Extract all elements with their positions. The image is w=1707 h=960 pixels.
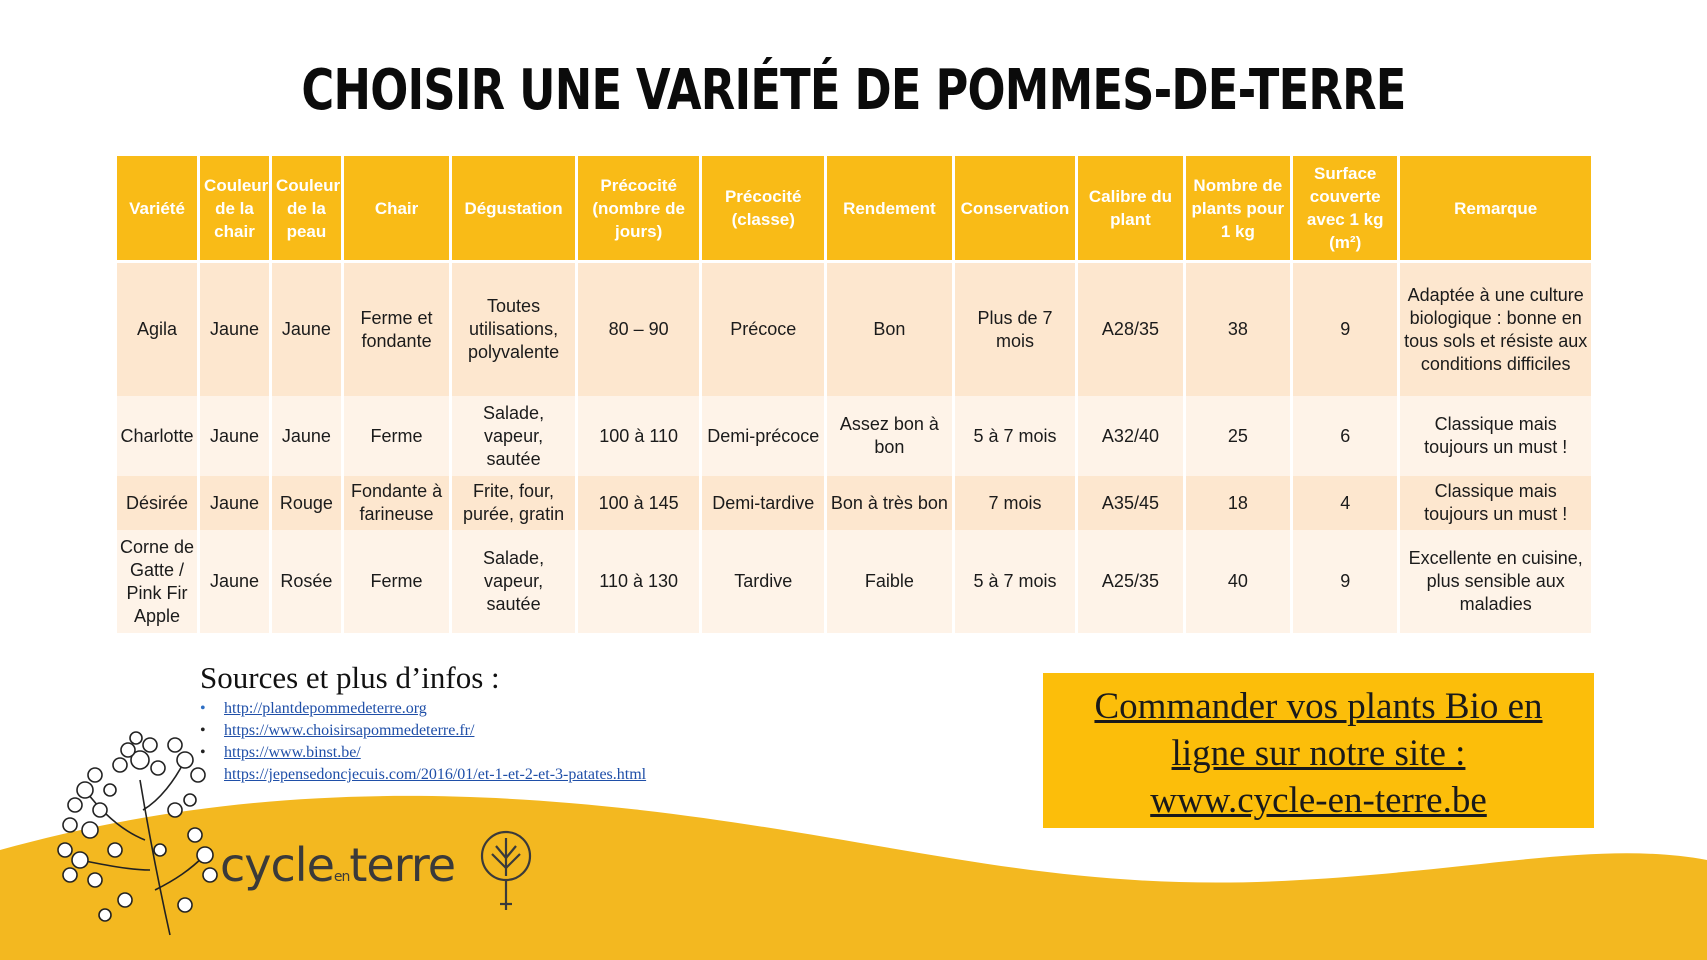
table-cell: 100 à 110 [578,396,700,476]
source-link[interactable]: https://jepensedoncjecuis.com/2016/01/et-1-et-2-et-3-patates.html [224,766,647,783]
table-row [117,476,1591,530]
table-cell: Ferme et fondante [344,263,449,396]
table-header-row [117,156,1591,263]
column-header: Couleur de la chair [200,156,269,263]
table-cell: Désirée [117,476,197,530]
column-header: Remarque [1400,156,1591,263]
table-cell: Excellente en cuisine, plus sensible aux maladies [1400,530,1591,633]
table-cell: Tardive [702,530,824,633]
table-row [117,263,1591,396]
sources-list [200,698,646,786]
table-cell: Salade, vapeur, sautée [452,396,575,476]
table-cell: Toutes utilisations, polyvalente [452,263,575,396]
table-cell: Classique mais toujours un must ! [1400,476,1591,530]
table-cell: A35/45 [1078,476,1182,530]
table-cell: Jaune [200,263,269,396]
column-header: Calibre du plant [1078,156,1182,263]
table-cell: A32/40 [1078,396,1182,476]
table-row [117,396,1591,476]
table-cell: 38 [1186,263,1290,396]
table-cell: 5 à 7 mois [955,396,1076,476]
table-cell: Jaune [200,396,269,476]
table-cell: Rosée [272,530,341,633]
table-cell: Demi-tardive [702,476,824,530]
sources-title: Sources et plus d’infos : [200,660,500,695]
table-cell: 80 – 90 [578,263,700,396]
column-header: Variété [117,156,197,263]
column-header: Nombre de plants pour 1 kg [1186,156,1290,263]
table-cell: 4 [1293,476,1397,530]
varieties-table [114,156,1594,633]
table-cell: Plus de 7 mois [955,263,1076,396]
table-cell: Classique mais toujours un must ! [1400,396,1591,476]
page-title: CHOISIR UNE VARIÉTÉ DE POMMES-DE-TERRE [301,58,1406,123]
table-cell: Assez bon à bon [827,396,952,476]
cta-line[interactable]: Commander vos plants Bio en [1094,686,1543,727]
table-cell: 9 [1293,530,1397,633]
column-header: Chair [344,156,449,263]
table-cell: Agila [117,263,197,396]
order-cta-box[interactable] [1043,673,1594,828]
column-header: Précocité (classe) [702,156,824,263]
table-cell: 9 [1293,263,1397,396]
table-cell: Corne de Gatte / Pink Fir Apple [117,530,197,633]
table-cell: 18 [1186,476,1290,530]
table-cell: 7 mois [955,476,1076,530]
table-cell: 100 à 145 [578,476,700,530]
table-cell: Demi-précoce [702,396,824,476]
table-cell: A28/35 [1078,263,1182,396]
table-cell: Adaptée à une culture biologique : bonne en tous sols et résiste aux conditions difficiles [1400,263,1591,396]
brand-logo-wordmark: cycleenterre [220,838,456,892]
cta-link[interactable]: www.cycle-en-terre.be [1150,780,1487,821]
table-cell: Bon à très bon [827,476,952,530]
column-header: Dégustation [452,156,575,263]
source-item [200,742,646,764]
source-link[interactable]: https://www.choisirsapommedeterre.fr/ [224,722,475,739]
table-cell: 40 [1186,530,1290,633]
table-cell: Bon [827,263,952,396]
tree-logo-icon [478,828,534,920]
table-cell: Fondante à farineuse [344,476,449,530]
table-cell: Salade, vapeur, sautée [452,530,575,633]
table-cell: Jaune [200,476,269,530]
column-header: Rendement [827,156,952,263]
cta-line[interactable]: ligne sur notre site : [1171,733,1466,774]
table-cell: A25/35 [1078,530,1182,633]
column-header: Surface couverte avec 1 kg (m²) [1293,156,1397,263]
table-row [117,530,1591,633]
table-cell: Faible [827,530,952,633]
table-cell: 5 à 7 mois [955,530,1076,633]
plant-illustration-icon [50,720,220,940]
table-cell: Ferme [344,396,449,476]
table-cell: Frite, four, purée, gratin [452,476,575,530]
source-item [200,720,646,742]
source-item [200,698,646,720]
column-header: Couleur de la peau [272,156,341,263]
table-cell: 25 [1186,396,1290,476]
table-cell: Jaune [272,263,341,396]
table-cell: Précoce [702,263,824,396]
table-cell: Charlotte [117,396,197,476]
column-header: Précocité (nombre de jours) [578,156,700,263]
table-cell: 110 à 130 [578,530,700,633]
table-cell: Ferme [344,530,449,633]
source-item [200,764,646,786]
column-header: Conservation [955,156,1076,263]
source-link[interactable]: https://www.binst.be/ [224,744,361,761]
table-cell: Jaune [272,396,341,476]
table-cell: Jaune [200,530,269,633]
table-cell: 6 [1293,396,1397,476]
table-cell: Rouge [272,476,341,530]
source-link[interactable]: http://plantdepommedeterre.org [224,700,427,717]
